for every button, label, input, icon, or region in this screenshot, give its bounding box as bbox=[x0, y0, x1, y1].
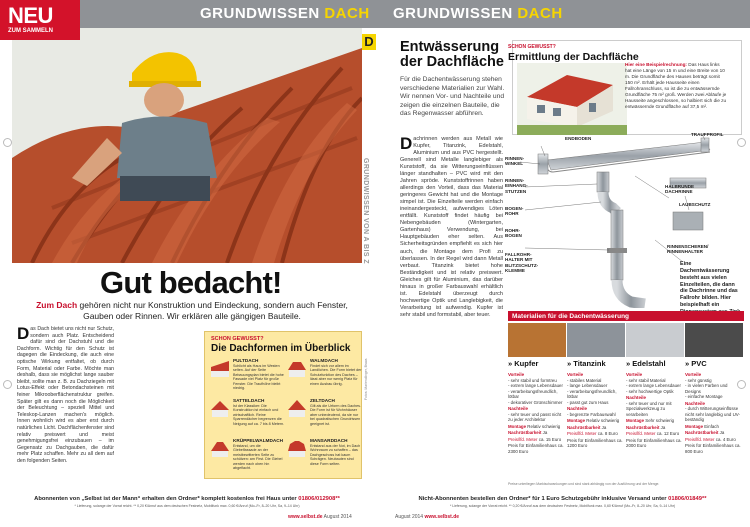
label-endboden: ENDBODEN bbox=[565, 136, 592, 141]
roof-shapes-box bbox=[204, 331, 362, 479]
right-header-title: GRUNDWISSEN DACH bbox=[393, 5, 563, 22]
krueppelwalmdach-icon bbox=[209, 439, 231, 459]
walmdach-icon bbox=[286, 359, 308, 379]
binder-hole bbox=[737, 380, 746, 389]
copper-gutter-image bbox=[508, 323, 566, 357]
materials-footnote: Preise unterliegen Marktschwankungen und sind stark abhängig von der Ausführung und der Menge. bbox=[508, 482, 660, 486]
binder-hole bbox=[737, 138, 746, 147]
body-text-left: Das Dach bietet uns nicht nur Schutz, sondern auch Platz. Entscheidend dafür sind der Dachstuhl und die Dachform. Wichtig für den Schutz ist dagegen die Eindeckung, die auch eine optische Wirkung entfaltet, ob durch Form, Material oder Farbe. Möchte man deshalb, dass sie möglichst lange sauber bleibt, sollte man z. B. zu Dachziegeln mit Lotus-Effekt oder Betondachsteinen mit feiner Mikrooberflächenstruktur greifen. Später gilt es dann noch die Möglichkeit der Beleuchtung – speziell Mittel und Teleskop-Lanzen machen's möglich. Innen wohnlich wird es aber erst durch natürliches Licht. Dachflächenfenster sind relativ preiswert und meist genehmigungsfrei einzubauen – im Gegensatz zu Dachgauben, die dafür mehr Platz schaffen. Mehr zu all dem auf den folgenden Seiten. bbox=[17, 324, 114, 464]
page-headline: Gut bedacht! bbox=[100, 265, 282, 300]
left-footer-offer: Abonnenten von „Selbst ist der Mann“ erhalten den Ordner* komplett kostenlos frei Haus unter 01806/012908** bbox=[34, 496, 340, 502]
material-column: » Titanzink Vorteile - stabiles Material - lange Lebensdauer - verarbeitungsfreundlich, lötbar - passt gut zum Haus Nachteile - begrenzte Farbauswahl Montage Relativ schwierig Nachrüstbarkeit Ja Preis/lfd. Meter ca. 8 Euro Preis für Einfamilienhaus ca. 1200 Euro bbox=[567, 323, 625, 481]
zum-sammeln-label: ZUM SAMMELN bbox=[8, 28, 53, 34]
house-illustration bbox=[517, 63, 627, 135]
box-tag: SCHON GEWUSST? bbox=[211, 336, 264, 342]
satteldach-icon bbox=[209, 399, 231, 419]
sg-tag: SCHON GEWUSST? bbox=[508, 44, 556, 50]
box-title: Die Dachformen im Überblick bbox=[211, 343, 351, 354]
right-page-footer: August 2014 www.selbst.de bbox=[395, 514, 460, 520]
titanzink-gutter-image bbox=[567, 323, 625, 357]
left-page-footer: www.selbst.de August 2014 bbox=[288, 514, 352, 520]
binder-hole bbox=[3, 138, 12, 147]
mansarddach-icon bbox=[286, 439, 308, 459]
label-traufprofil: TRAUFPROFIL bbox=[691, 132, 724, 137]
sg-title: Ermittlung der Dachfläche bbox=[508, 51, 639, 63]
roof-item: MANSARDDACH Entstand aus der Not, im Dach Wohnraum zu schaffen – das Dachgeschoss hat kaum Schrägen. Neubauten sind diese Form selten. bbox=[286, 438, 361, 463]
label-rohrbogen: ROHR- BOGEN bbox=[505, 228, 522, 239]
right-page bbox=[375, 0, 750, 527]
diagram-note: Eine Dachentwässerung besteht aus vielen Einzelteilen, die dann die Dachrinne und das Fallrohr bilden. Hier beispielhaft ein bbox=[680, 261, 738, 309]
photo-credit: Fotos: Mariendlinger, Braas bbox=[364, 358, 368, 400]
label-einhangstutzen: RINNEN- EINHANG- STUTZEN bbox=[505, 178, 528, 194]
neu-badge bbox=[0, 0, 80, 40]
material-column: » PVC Vorteile - sehr günstig - in vielen Farben und Designs - einfache Montage Nachteile - durch Witterungseinflüsse nicht sehr langlebig und UV-beständig Montage Einfach Nachrüstbarkeit Ja Preis/lfd. Meter ca. 4 Euro Preis für Einfamilienhaus ca. 800 Euro bbox=[685, 323, 743, 481]
section-letter: D bbox=[362, 34, 376, 50]
roofer-photo bbox=[12, 28, 362, 263]
material-column: » Edelstahl Vorteile - sehr stabil Material - extrem lange Lebensdauer - sehr hochwertige Optik Nachteile - sehr teuer und nur mit Spezialwerkzeug zu verarbeiten Montage Sehr schwierig Nachrüstbarkeit Ja Preis/lfd. Meter ca. 12 Euro Preis für Einfamilienhaus ca. 2000 Euro bbox=[626, 323, 684, 481]
pvc-gutter-image bbox=[685, 323, 743, 357]
label-rinnenhalter: RINNENSCHEREN/ RINNENHALTER bbox=[667, 244, 709, 255]
vertical-section-label: GRUNDWISSEN VON A BIS Z bbox=[362, 158, 369, 264]
pultdach-icon bbox=[209, 359, 231, 379]
roof-item: PULTDACH Schlicht als Haus im Westen selten. Auf der Seite Bebauungsplan bietet die hohe Fassade viel Platz für große Fenster. Die Traufhöhe bleibt niedrig. bbox=[209, 358, 284, 383]
right-footer-offer: Nicht-Abonnenten bestellen den Ordner* für 1 Euro Schutzgebühr inklusive Versand unter 01806/01849** bbox=[418, 496, 707, 502]
roof-item: SATTELDACH Ist der Klassiker: Die Konstruktion ist einfach und wirtschaftlich. Reine Sparrendächer begrenzen die Neigung auf ca. 7 bis 8 Metern. bbox=[209, 398, 284, 423]
material-column: » Kupfer Vorteile - sehr stabil und formtreu - extrem lange Lebensdauer - verarbeitungsfreundlich, lötbar - dekorativer Grünschimmer Nachteile - sehr teuer und passt nicht zu jeder Architektur Montage Relativ schwierig Nachrüstbarkeit Ja Preis/lfd. Meter ca. 15 Euro Preis für Einfamilienhaus ca. 2300 Euro bbox=[508, 323, 566, 481]
body-text-right: Dachrinnen werden aus Metall wie Kupfer, Titanzink, Edelstahl, Aluminium und aus PVC hergestellt. Generell sind Metalle langlebiger als Kunststoff, da sie Witterungseinflüssen länger standhalten – PVC wird mit den Jahren spröde. Kunststoffrinnen haben allerdings den Vorteil, dass das Material geringeres Gewicht hat und die Montage simpel ist. Die Einzelteile werden einfach ineinandergesteckt, aufwendiges Löten entfällt. Kunststoff findet häufig bei Nebengebäuden (Wintergarten, Gartenhaus) Verwendung, bei Hauptgebäuden eher selten. Aus Sicherheitsgründen empfiehlt es sich hier auch, die Montage dem Profi zu überlassen. In der Regel wird dann Metall verbaut. Titanzink bietet hohe Beständigkeit und ist relativ preiswert. Gleiches gilt für Aluminium, das darüber hinaus in großer Farbauswahl erhältlich ist. Edelstahl überzeugt durch hochwertige Optik und Langlebigkeit, die Verarbeitung ist aufwendig. Kupfer ist sehr stabil und formstabil, aber teuer. bbox=[400, 134, 503, 318]
left-header-title: GRUNDWISSEN DACH bbox=[200, 5, 370, 22]
intro-text: Zum Dach gehören nicht nur Konstruktion und Eindeckung, sondern auch Fenster, Gauben oder Rinnen. Wir erklären alle gängigen Bauteile. bbox=[36, 300, 348, 322]
label-fallrohrhalter: FALLROHR- HALTER MIT BLITZSCHUTZ- KLEMME bbox=[505, 252, 539, 273]
label-bogenrohr: BOGEN- ROHR bbox=[505, 206, 524, 217]
section-lead: Für die Dachentwässerung stehen verschiedene Materialien zur Wahl. Wir nennen Vor- und Nachteile und zeigen die einzelnen Bauteile, die das Regenwasser abführen. bbox=[400, 76, 505, 118]
sg-text: Hier eine Beispielrechnung: Das Haus links hat eine Länge von 15 m und eine Breite von 10 m. Die Grundfläche des Hauses beträgt somit 150 m². Erhält jede Hausseite einen Fallrohranschluss, so ist die zu entwässernde Grundfläche 75 m² groß. Werden zwei Abläufe je Hausseite angeschlossen, so halbiert sich die zu entwässernde Grundfläche auf 37,5 m². bbox=[625, 62, 727, 109]
right-footer-small: * Lieferung, solange der Vorrat reicht. ** 0,20 €/Anruf aus dem deutschen Festnetz, Mobilfunk max. 0,60 €/Anruf (Mo–Fr, 8–20 Uhr, Sa, 9–14 Uhr) bbox=[449, 504, 676, 508]
label-laubschutz: LAUBSCHUTZ bbox=[679, 202, 711, 207]
left-footer-small: * Lieferung, solange der Vorrat reicht. ** 0,20 €/Anruf aus dem deutschen Festnetz, Mobilfunk max. 0,60 €/Anruf (Mo–Fr, 8–20 Uhr, Sa, 9–14 Uhr) bbox=[74, 504, 300, 508]
roof-item: WALMDACH Findet sich vor allem im Landlichen. Die Form bietet der Schutzfunktion des Daches – lässt aber nur wenig Platz für einen Ausbau übrig. bbox=[286, 358, 361, 383]
zeltdach-icon bbox=[286, 399, 308, 419]
edelstahl-gutter-image bbox=[626, 323, 684, 357]
neu-label: NEU bbox=[8, 3, 53, 28]
roof-item: KRÜPPELWALMDACH Entstand, um die Giebelfassade an der meistbewitterten Seite zu schützen: am First. Die Giebel werden nach oben hin abgeflacht. bbox=[209, 438, 284, 463]
materials-title: Materialien für die Dachentwässerung bbox=[508, 311, 744, 321]
binder-hole bbox=[3, 380, 12, 389]
roof-item: ZELTDACH Gilt als die Urform des Daches. Die Form ist für Wohnhäuser aber unbedeutend, da sie nur bei quadratischen Grundrissen geeignet ist. bbox=[286, 398, 361, 423]
label-rinnenwinkel: RINNEN- WINKEL bbox=[505, 156, 525, 167]
section-title: Entwässerung der Dachfläche bbox=[400, 39, 504, 71]
label-halbrunde-dachrinne: HALBRUNDE DACHRINNE bbox=[665, 184, 695, 195]
materials-table bbox=[508, 311, 744, 481]
